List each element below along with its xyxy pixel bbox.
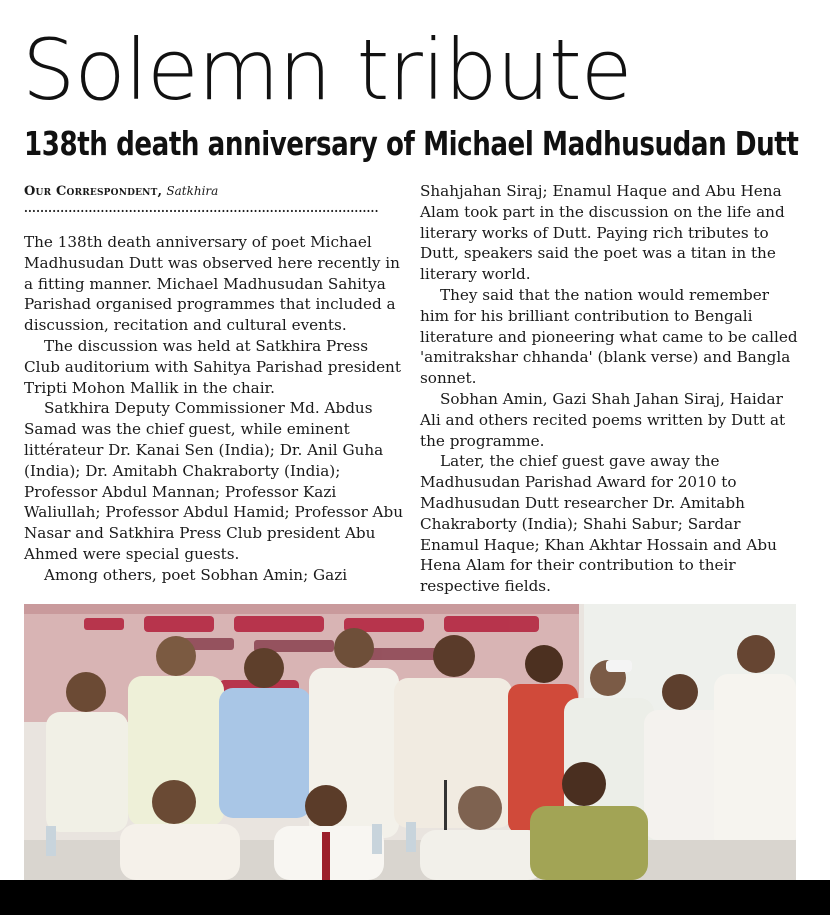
group-photo (24, 604, 796, 880)
paragraph-4-start: Among others, poet Sobhan Amin; Gazi (44, 565, 348, 584)
subheadline: 138th death anniversary of Michael Madhusudan Dutt (24, 124, 799, 163)
byline-location: Satkhira (166, 184, 219, 198)
headline: Solemn tribute (22, 21, 632, 119)
paragraph-4-continued: Shahjahan Siraj; Enamul Haque and Abu Hena Alam took part in the discussion on the life and literary works of Dutt. Paying rich tributes to Dutt, speakers said the poet was a titan in the literary world. (420, 182, 785, 284)
article-column-left (24, 232, 404, 586)
paragraph-3: Satkhira Deputy Commissioner Md. Abdus Samad was the chief guest, while eminent littérateur Dr. Kanai Sen (India); Dr. Anil Guha (India); Dr. Amitabh Chakraborty (India); Professor Abdul Mannan; Professor Kazi Waliullah; Professor Abdul Hamid; Professor Abu Nasar and Satkhira Press Club president Abu Ahmed were special guests. (24, 399, 404, 563)
paragraph-1: The 138th death anniversary of poet Michael Madhusudan Dutt was observed here recently in a fitting manner. Michael Madhusudan Sahitya Parishad organised programmes that included a discussion, recitation and cultural events. (24, 233, 400, 335)
paragraph-7: Later, the chief guest gave away the Madhusudan Parishad Award for 2010 to Madhusudan Dutt researcher Dr. Amitabh Chakraborty (India); Shahi Sabur; Sardar Enamul Haque; Khan Akhtar Hossain and Abu Hena Alam for their contribution to their respective fields. (420, 452, 777, 596)
bottom-black-bar (0, 880, 830, 915)
paragraph-2: The discussion was held at Satkhira Press Club auditorium with Sahitya Parishad president Tripti Mohon Mallik in the chair. (24, 336, 401, 397)
paragraph-5: They said that the nation would remember him for his brilliant contribution to Bengali literature and pioneering what came to be called 'amitrakshar chhanda' (blank verse) and Bangla sonnet. (420, 285, 798, 388)
article-column-right (420, 181, 802, 597)
dotted-separator: ........................................................................................ (24, 202, 379, 215)
byline (24, 182, 218, 201)
byline-author: Our Correspondent, (24, 184, 163, 199)
paragraph-6: Sobhan Amin, Gazi Shah Jahan Siraj, Haidar Ali and others recited poems written by Dutt at the programme. (420, 389, 786, 450)
